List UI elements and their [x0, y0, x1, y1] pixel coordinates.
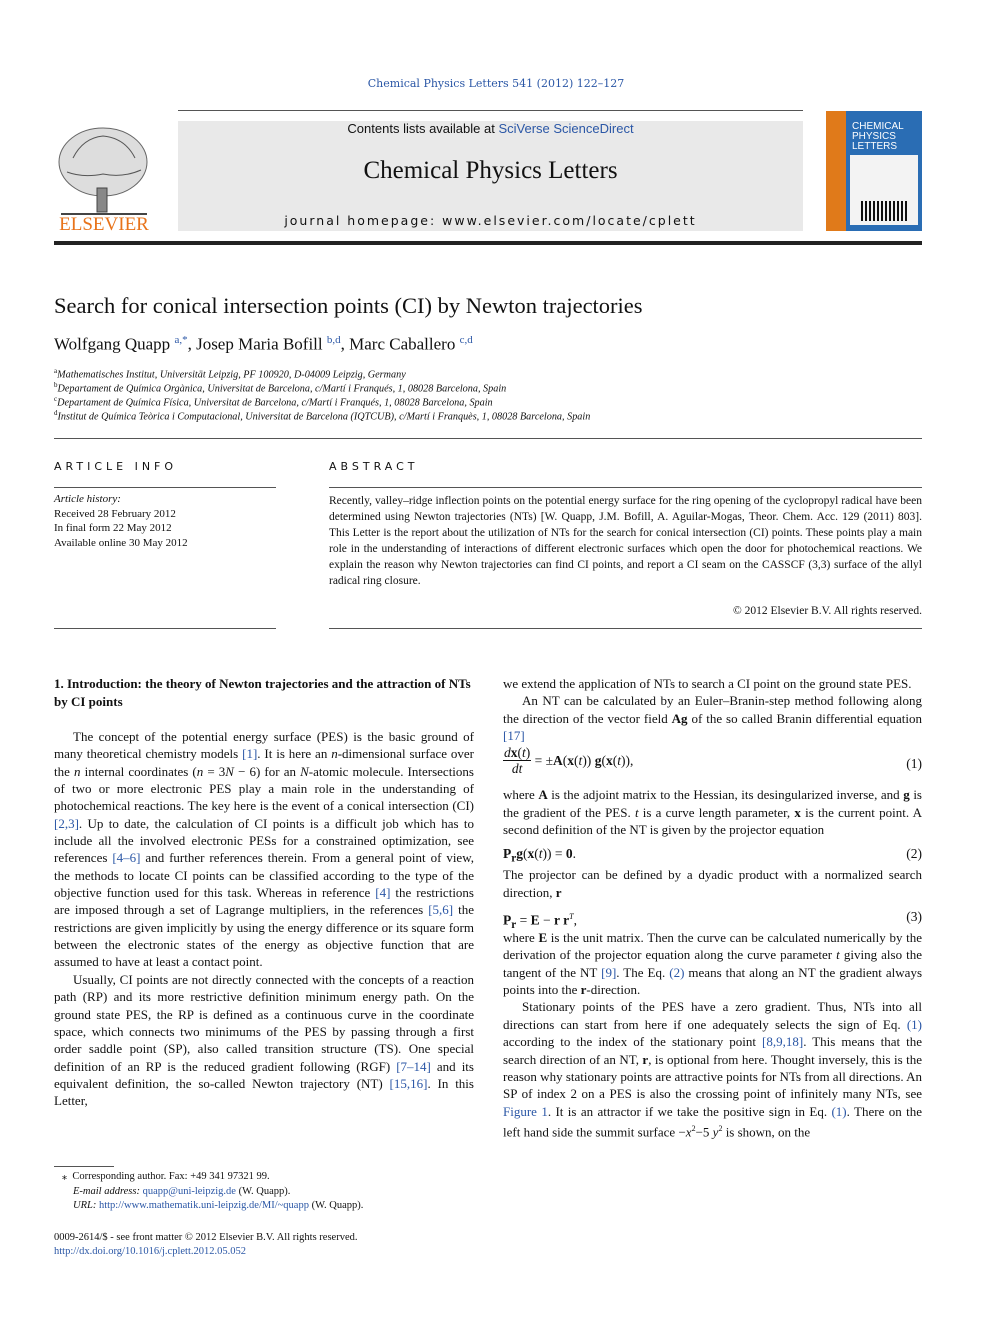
- equation-1: $\frac{dx(t)}{dt}$ = ±A(x(t)) g(x(t)), (1): [504, 745, 922, 777]
- corresponding-author: ⁎ Corresponding author. Fax: +49 341 97321 99.: [54, 1171, 270, 1182]
- right-column: [503, 675, 922, 1141]
- abstract-heading: ABSTRACT: [329, 460, 419, 473]
- affiliation-c: $^c$Departament de Química Física, Universitat de Barcelona, c/Martí i Franqués, 1, 08028 Barcelona, Spain: [54, 395, 493, 409]
- section-1-body: [54, 728, 474, 1110]
- url-line: URL: http://www.mathematik.uni-leipzig.de/MI/~quapp (W. Quapp).: [73, 1200, 364, 1211]
- section-1-heading: 1. Introduction: the theory of Newton trajectories and the attraction of NTs by CI points: [54, 676, 471, 709]
- article-info-bottom-rule: [54, 628, 276, 629]
- paragraph: The projector can be defined by a dyadic product with a normalized search direction, r: [503, 867, 922, 900]
- paragraph: Stationary points of the PES have a zero gradient. Thus, NTs into all directions can start from here if one adequately selects the sign of Eq. (1) according to the index of the stationary point [8,9,18]. This means that the search direction of an NT, r, is optional from here. Thought inversely, this is the reason why stationary points are attractive points for NTs from all directions. An SP of index 2 on a PES is also the crossing point of infinitely many NTs, see Figure 1. It is an attractor if we take the positive sign in Eq. (1). There on the left hand side the summit surface $-x^2-5$ $y^2$ is shown, on the: [503, 999, 922, 1140]
- abstract-rule: [329, 487, 922, 488]
- history-label: Article history:: [54, 493, 121, 505]
- equation-2: $P_rg(x(t)) = 0$. (2): [503, 846, 922, 866]
- author-2: Josep Maria Bofill: [196, 334, 323, 354]
- equation-2-number: (2): [906, 846, 922, 862]
- affiliation-d: $^d$Institut de Química Teòrica i Computacional, Universitat de Barcelona (IQTCUB), c/Martí i Franquès, 1, 08028 Barcelona, Spain: [54, 409, 591, 423]
- contents-prefix: Contents lists available at: [347, 121, 499, 136]
- article-info-heading: ARTICLE INFO: [54, 460, 178, 473]
- front-matter: [54, 1231, 357, 1259]
- email-line: E-mail address: quapp@uni-leipzig.de (W. Quapp).: [73, 1185, 291, 1197]
- paragraph: where A is the adjoint matrix to the Hessian, its desingularized inverse, and g is the gradient of the PES. t is a curve length parameter, x is the current point. A second definition of the NT is given by the projector equation: [503, 787, 922, 838]
- tree-icon: [59, 128, 147, 214]
- affiliation-a: $^a$Mathematisches Institut, Universität Leipzig, PF 100920, D-04009 Leipzig, Germany: [54, 367, 406, 381]
- author-3: Marc Caballero: [349, 334, 456, 354]
- journal-reference[interactable]: Chemical Physics Letters 541 (2012) 122–127: [367, 77, 625, 90]
- footnote-rule: [54, 1166, 114, 1167]
- article-history: [54, 492, 188, 550]
- received-date: Received 28 February 2012: [54, 507, 176, 520]
- cover-title-3: LETTERS: [852, 141, 898, 152]
- author-1: Wolfgang Quapp: [54, 334, 171, 354]
- affiliation-b: $^b$Departament de Química Orgànica, Universitat de Barcelona, c/Martí i Franqués, 1, 08028 Barcelona, Spain: [54, 381, 507, 395]
- abstract-bottom-rule: [329, 628, 922, 629]
- equation-3-number: (3): [906, 909, 922, 925]
- homepage-link[interactable]: http://www.mathematik.uni-leipzig.de/MI/~quapp: [98, 1200, 309, 1211]
- author-1-affil[interactable]: a,*: [174, 334, 188, 346]
- online-date: Available online 30 May 2012: [54, 536, 188, 549]
- elsevier-logo: [53, 118, 155, 236]
- header-rule: [178, 110, 803, 111]
- article-info-rule: [54, 487, 276, 488]
- copyright: © 2012 Elsevier B.V. All rights reserved.: [733, 605, 922, 617]
- paragraph: we extend the application of NTs to search a CI point on the ground state PES.: [503, 676, 912, 691]
- header-thick-rule: [54, 241, 922, 245]
- journal-title: Chemical Physics Letters: [363, 157, 618, 184]
- equation-3: $P_r = E - r$ $r^T$, (3): [503, 909, 922, 932]
- affiliation-rule: [54, 438, 922, 439]
- paragraph: where E is the unit matrix. Then the curve can be calculated numerically by the derivation of the projector equation along the curve parameter t giving also the tangent of the NT [9]. The Eq. (2) means that along an NT the gradient always points into the r-direction.: [503, 930, 922, 998]
- email-link[interactable]: quapp@uni-leipzig.de: [142, 1185, 236, 1197]
- left-column: [54, 675, 474, 1110]
- journal-cover-thumbnail[interactable]: [826, 111, 922, 231]
- publisher-wordmark: ELSEVIER: [59, 214, 149, 235]
- journal-homepage[interactable]: journal homepage: www.elsevier.com/locate/cplett: [284, 213, 697, 228]
- contents-line: [178, 121, 803, 136]
- author-3-affil[interactable]: c,d: [459, 334, 473, 346]
- cover-title-1: CHEMICAL: [852, 121, 904, 132]
- article-title: Search for conical intersection points (CI) by Newton trajectories: [54, 293, 643, 318]
- paragraph: The concept of the potential energy surface (PES) is the basic ground of many theoretical chemistry models [1]. It is here an n-dimensional surface over the n internal coordinates (n = 3N − 6) for an N-atomic molecule. Intersections of two or more electronic PES play a main role in the understanding of photochemical reactions. The key here is the event of a conical intersection (CI) [2,3]. Up to date, the calculation of CI points is a difficult job which has to include all the involved electronic PESs for a constrained optimization, see references [4–6] and further references therein. From a general point of view, the methods to locate CI points can be classified according to the type of the objective function used for this task. Whereas in reference [4] the restrictions are imposed through a set of Lagrange multipliers, in the references [5,6] the restrictions are given implicitly by using the energy difference or its square form between the electronic states of the energy as objective function that are assumed to have at least a contact point.: [54, 729, 475, 970]
- issn-line: 0009-2614/$ - see front matter © 2012 Elsevier B.V. All rights reserved.: [54, 1232, 358, 1243]
- sciencedirect-link[interactable]: SciVerse ScienceDirect: [498, 121, 634, 136]
- paragraph: An NT can be calculated by an Euler–Branin-step method following along the direction of the vector field Ag of the so called Branin differential equation [17]: [503, 693, 922, 744]
- paragraph: Usually, CI points are not directly connected with the concepts of a reaction path (RP) and its more restrictive definition minimum energy path. On the ground state PES, the RP is defined as a continuous curve in the coordinate space, which connects two minimums of the PES by passing through a first order saddle point (SP), also called transition structure (TS). One special definition of an RP is the reduced gradient following (RGF) [7–14] and its equivalent definition, the so-called Newton trajectory (NT) [15,16]. In this Letter,: [54, 971, 474, 1109]
- doi-link[interactable]: http://dx.doi.org/10.1016/j.cplett.2012.05.052: [54, 1246, 247, 1257]
- author-2-affil[interactable]: b,d: [326, 334, 341, 346]
- final-form-date: In final form 22 May 2012: [54, 522, 172, 535]
- abstract-text: Recently, valley–ridge inflection points on the potential energy surface for the ring opening of the cyclopropyl radical have been determined using Newton trajectories (NTs) [W. Quapp, J.M. Bofill, A. Aguilar-Mogas, Theor. Chem. Acc. 129 (2011) 803]. This Letter is the report about the utilization of NTs for the search for conical intersection (CI) points. These points play a main role in the understanding of interactions of different electronic surfaces which open the door for photochemical reactions. We explain the reason why Newton trajectories can find CI points, and report a CI seam on the CASSCF (3,3) surface of the allyl radical ring closure.: [329, 495, 922, 587]
- footnotes: [54, 1170, 363, 1214]
- author-list: Wolfgang Quapp $^{a,*}$, Josep Maria Bofill $^{b,d}$, Marc Caballero $^{c,d}$: [54, 334, 473, 354]
- equation-1-number: (1): [906, 756, 922, 772]
- cover-title-2: PHYSICS: [852, 131, 896, 142]
